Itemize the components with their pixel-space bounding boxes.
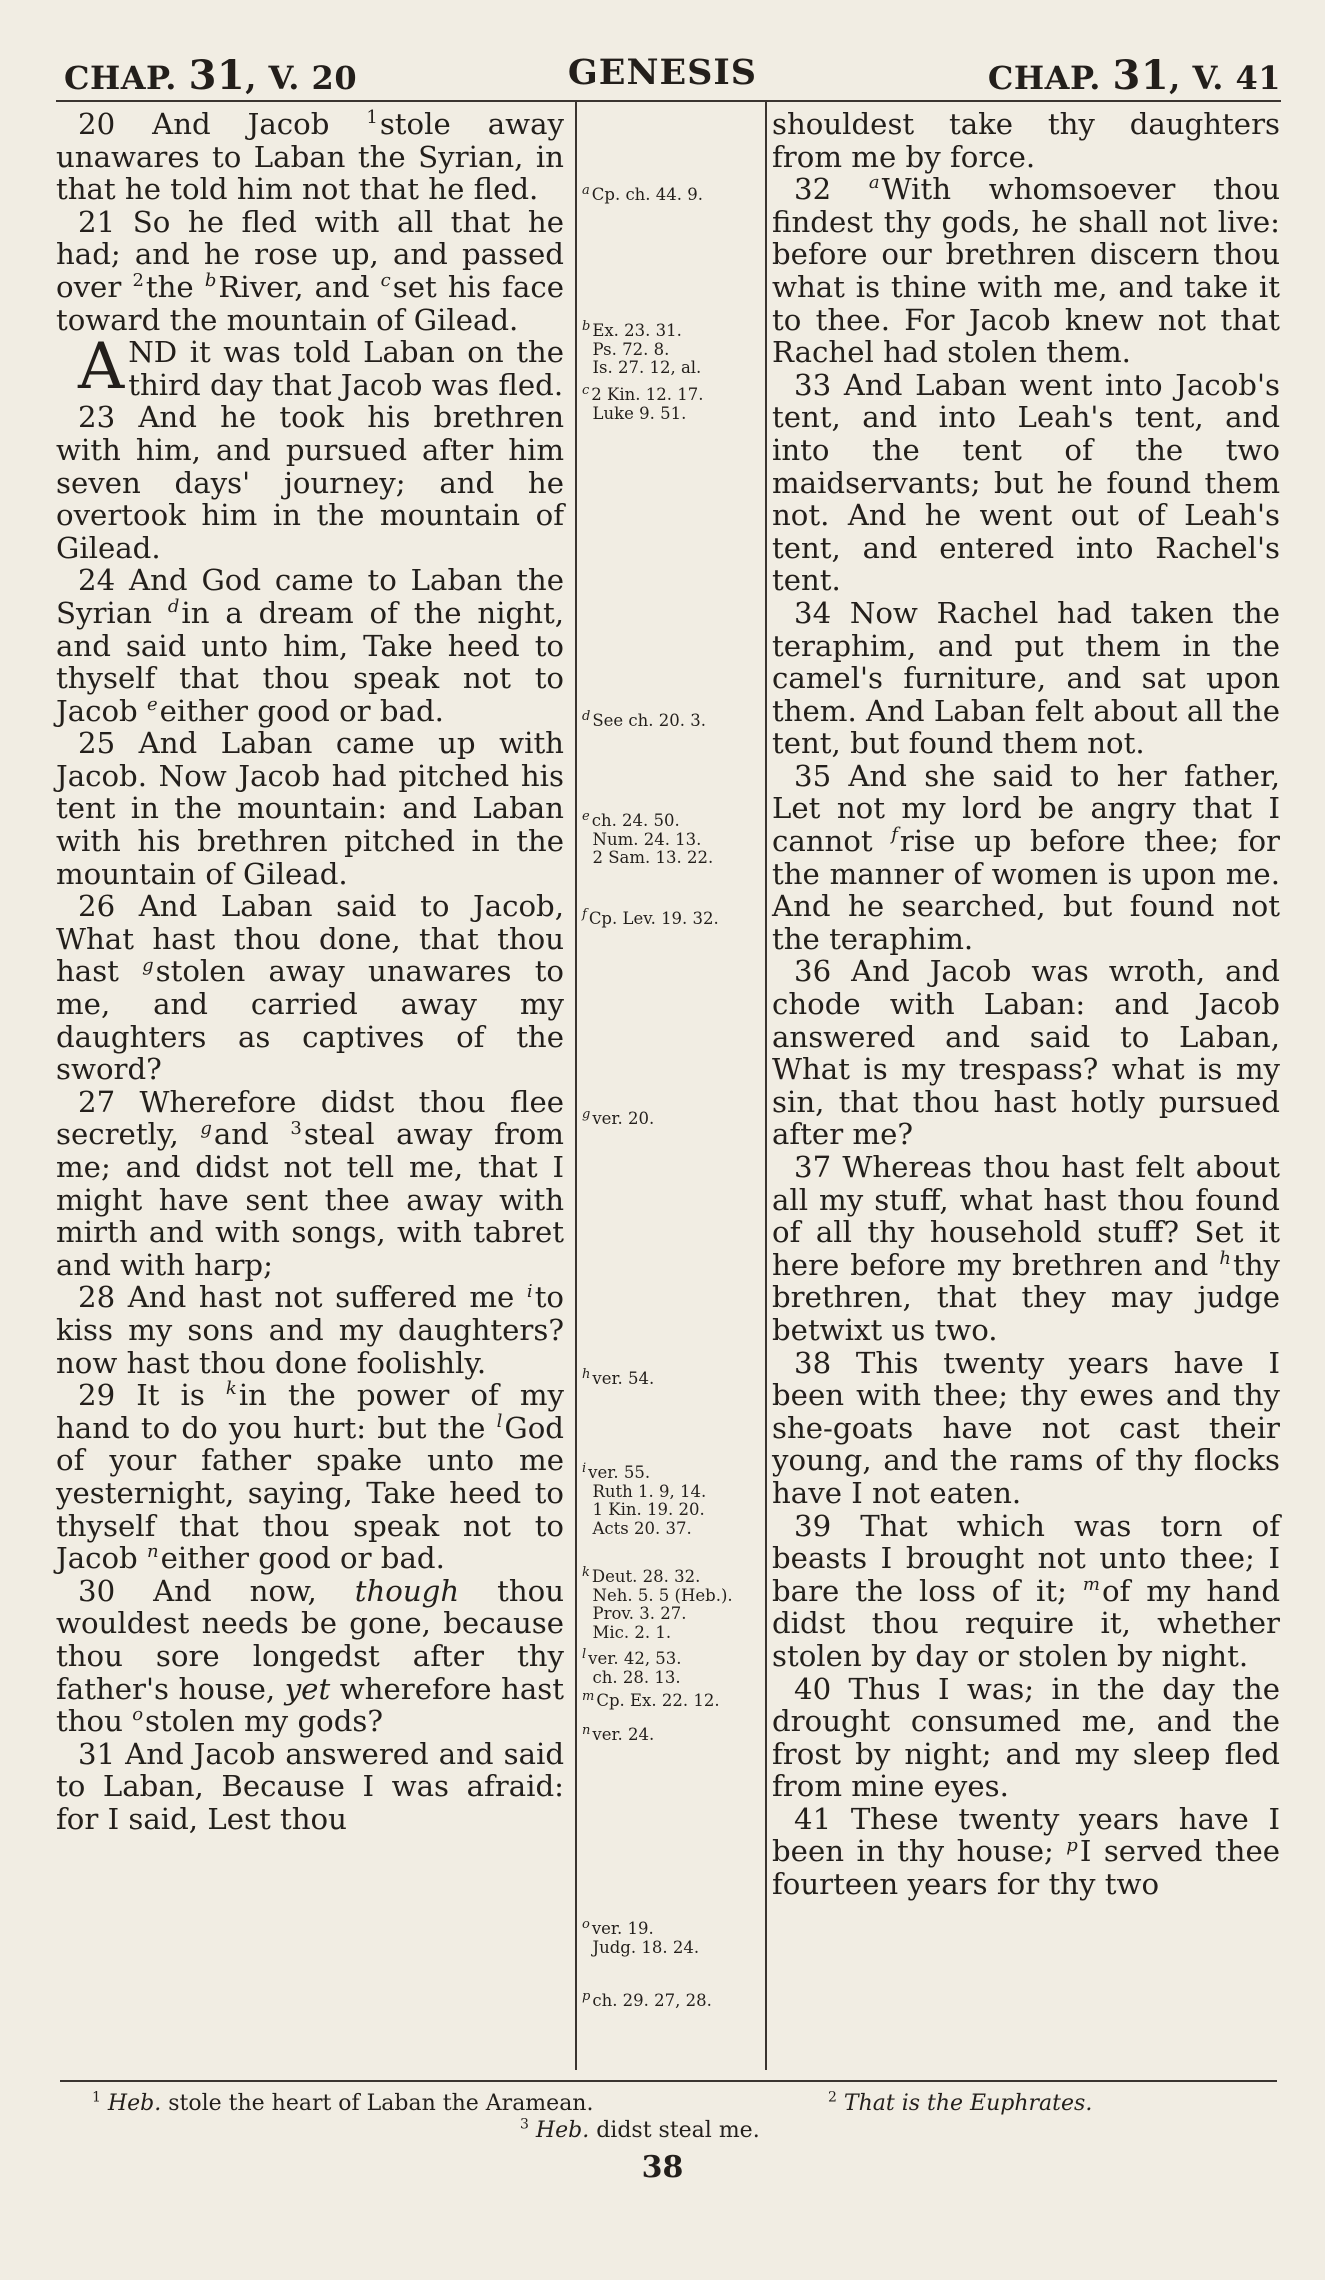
page-number: 38 [641, 2150, 684, 2185]
footnote-3: $^3$ Heb. didst steal me. [520, 2116, 760, 2143]
verse-31-continued: shouldest take thy daughters from me by force. [772, 107, 1280, 174]
verse-35: 35 And she said to her father, Let not my lord be angry that I cannot $^f$rise up before thee; for the manner of women is upon me. And he searched, but found not the teraphim. [772, 758, 1280, 956]
column-divider-left [575, 102, 577, 2070]
footnote-rule [60, 2080, 1277, 2082]
ref-h: $^h$ ver. 54. [582, 1366, 655, 1388]
book-title: GENESIS [567, 52, 758, 93]
header-rule [56, 100, 1281, 102]
verse-23: 23 And he took his brethren with him, and pursued after him seven days' journey; and he overtook him in the mountain of Gilead. [56, 400, 564, 565]
verse-21: 21 So he fled with all that he had; and he rose up, and passed over $^2$the $^b$River, and $^c$set his face toward the mountain of Gilead. [56, 204, 564, 337]
ref-c: $^c$ 2 Kin. 12. 17. Luke 9. 51. [582, 382, 704, 423]
ref-p: $^p$ ch. 29. 27, 28. [582, 1988, 712, 2010]
verse-33: 33 And Laban went into Jacob's tent, and into Leah's tent, and into the tent of the two maidservants; but he found them not. And he went out of Leah's tent, and entered into Rachel's tent. [772, 367, 1280, 598]
running-head-left: CHAP. 31, V. 20 [64, 52, 358, 99]
verse-29: 29 It is $^k$in the power of my hand to do you hurt: but the $^l$God of your father spake unto me yesternight, saying, Take heed to thyself that thou speak not to Jacob $^n$either good or bad. [56, 1378, 564, 1576]
footnote-2: $^2$ That is the Euphrates. [828, 2089, 1093, 2116]
verse-30: 30 And now, though thou wouldest needs be gone, because thou sore longedst after thy father's house, yet wherefore hast thou $^o$stolen my gods? [56, 1573, 564, 1739]
running-head-right: CHAP. 31, V. 41 [987, 52, 1281, 99]
verse-37: 37 Whereas thou hast felt about all my stuff, what hast thou found of all thy household stuff? Set it here before my brethren and $^h$thy brethren, that they may judge betwixt us two. [772, 1150, 1280, 1347]
verse-27: 27 Wherefore didst thou flee secretly, $^g$and $^3$steal away from me; and didst not tell me, that I might have sent thee away with mirth and with songs, with tabret and with harp; [56, 1084, 564, 1282]
ref-m: $^m$ Cp. Ex. 22. 12. [582, 1688, 720, 1710]
ref-g: $^g$ ver. 20. [582, 1106, 655, 1128]
verse-25: 25 And Laban came up with Jacob. Now Jacob had pitched his tent in the mountain: and Laban with his brethren pitched in the mountain of Gilead. [56, 726, 564, 891]
ref-d: $^d$ See ch. 20. 3. [582, 708, 706, 730]
verse-40: 40 Thus I was; in the day the drought consumed me, and the frost by night; and my sleep fled from mine eyes. [772, 1671, 1280, 1804]
verse-28: 28 And hast not suffered me $^i$to kiss my sons and my daughters? now hast thou done foolishly. [56, 1280, 564, 1380]
column-divider-right [765, 102, 767, 2070]
ref-a: $^a$ Cp. ch. 44. 9. [582, 182, 704, 204]
ref-k: $^k$ Deut. 28. 32. Neh. 5. 5 (Heb.). Prov. 3. 27. Mic. 2. 1. [582, 1564, 733, 1642]
ref-i: $^i$ ver. 55. Ruth 1. 9, 14. 1 Kin. 19. 20. Acts 20. 37. [582, 1460, 707, 1538]
verse-39: 39 That which was torn of beasts I brought not unto thee; I bare the loss of it; $^m$of my hand didst thou require it, whether stolen by day or stolen by night. [772, 1508, 1281, 1673]
ref-e: $^e$ ch. 24. 50. Num. 24. 13. 2 Sam. 13. 22. [582, 808, 714, 867]
ref-n: $^n$ ver. 24. [582, 1722, 655, 1744]
ref-f: $^f$ Cp. Lev. 19. 32. [582, 906, 719, 928]
verse-38: 38 This twenty years have I been with thee; thy ewes and thy she-goats have not cast their young, and the rams of thy flocks have I not eaten. [772, 1345, 1280, 1510]
verse-31: 31 And Jacob answered and said to Laban, Because I was afraid: for I said, Lest thou [56, 1736, 564, 1836]
verse-36: 36 And Jacob was wroth, and chode with Laban: and Jacob answered and said to Laban, What is my trespass? what is my sin, that thou hast hotly pursued after me? [772, 954, 1280, 1152]
right-text-column [772, 108, 1280, 1901]
verse-22: AND it was told Laban on the third day that Jacob was fled. [78, 330, 564, 405]
ref-o: $^o$ ver. 19. Judg. 18. 24. [582, 1916, 700, 1957]
verse-26: 26 And Laban said to Jacob, What hast thou done, that thou hast $^g$stolen away unawares to me, and carried away my daughters as captives of the sword? [56, 889, 565, 1087]
ref-l: $^l$ ver. 42, 53. ch. 28. 13. [582, 1646, 682, 1687]
verse-32: 32 $^a$With whomsoever thou findest thy gods, he shall not live: before our brethren discern thou what is thine with me, and take it to thee. For Jacob knew not that Rachel had stolen them. [772, 172, 1281, 370]
drop-cap: A [78, 330, 125, 405]
left-text-column [56, 108, 564, 1835]
verse-20: 20 And Jacob $^1$stole away unawares to Laban the Syrian, in that he told him not that he fled. [56, 107, 564, 207]
footnote-1: $^1$ Heb. stole the heart of Laban the Aramean. [92, 2089, 594, 2116]
ref-b: $^b$ Ex. 23. 31. Ps. 72. 8. Is. 27. 12, al. [582, 318, 702, 377]
verse-34: 34 Now Rachel had taken the teraphim, and put them in the camel's furniture, and sat upon them. And Laban felt about all the tent, but found them not. [772, 595, 1280, 761]
verse-24: 24 And God came to Laban the Syrian $^d$in a dream of the night, and said unto him, Take heed to thyself that thou speak not to Jacob $^e$either good or bad. [56, 563, 565, 728]
verse-41: 41 These twenty years have I been in thy house; $^p$I served thee fourteen years for thy two [772, 1801, 1281, 1902]
